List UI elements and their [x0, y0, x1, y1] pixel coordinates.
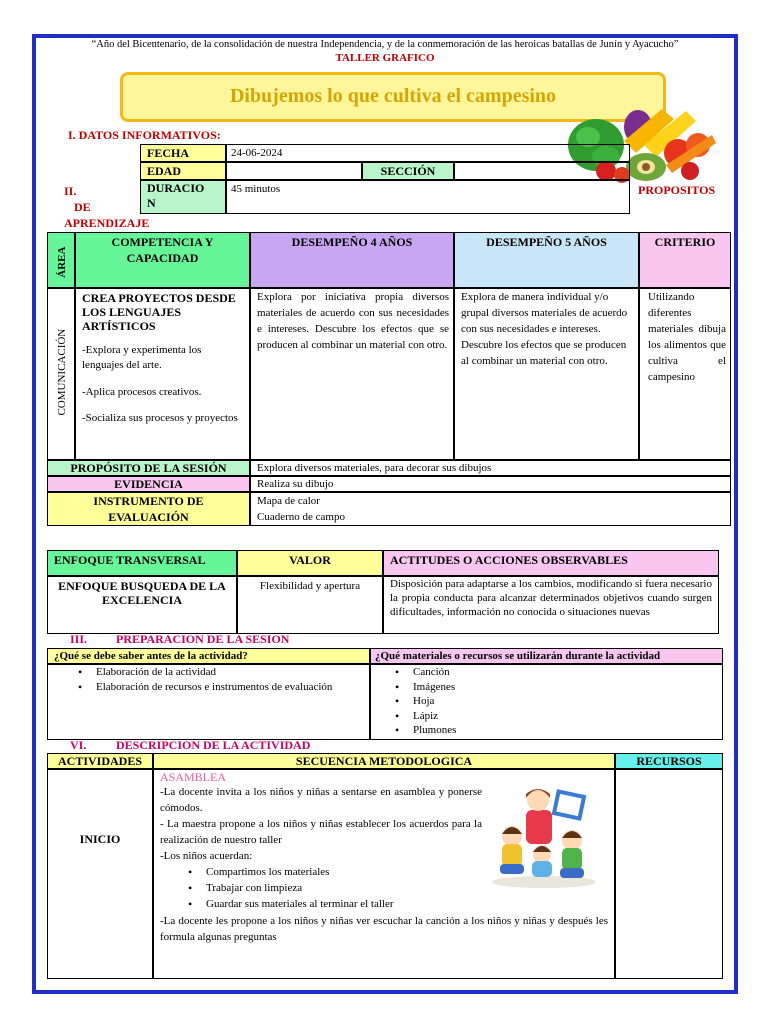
- fecha-label: FECHA: [140, 144, 226, 162]
- saber-header: ¿Qué se debe saber antes de la actividad?: [47, 648, 370, 664]
- workshop-label: TALLER GRAFICO: [335, 52, 435, 64]
- duracion-label-line1: DURACIO: [147, 181, 205, 195]
- area-header: [47, 232, 75, 288]
- evidencia-label: EVIDENCIA: [47, 476, 250, 492]
- preparacion-title: PREPARACION DE LA SESION: [116, 632, 290, 646]
- saber-item: • Elaboración de recursos e instrumentos de evaluación: [70, 680, 361, 695]
- secuencia-header: SECUENCIA METODOLOGICA: [153, 753, 615, 769]
- fecha-value: 24-06-2024: [226, 144, 630, 162]
- enfoque-value: ENFOQUE BUSQUEDA DE LA EXCELENCIA: [47, 576, 237, 634]
- competencia-title: CREA PROYECTOS DESDE LOS LENGUAJES ARTÍSTICOS: [82, 291, 236, 333]
- criterio-header: CRITERIO: [639, 232, 731, 288]
- competencia-header: COMPETENCIA Y CAPACIDAD: [75, 232, 250, 288]
- duracion-label-line2: N: [147, 196, 156, 210]
- page-title: Dibujemos lo que cultiva el campesino: [229, 85, 557, 107]
- d4-header: DESEMPEÑO 4 AÑOS: [250, 232, 454, 288]
- asamblea-heading: ASAMBLEA: [160, 770, 227, 784]
- acuerdo-item: • Guardar sus materiales al terminar el taller: [180, 896, 608, 912]
- d5-cell: Explora de manera individual y/o grupal diversos materiales de acuerdo con sus necesidades e intereses. Descubre los efectos que se producen al combinar un material con otro.: [454, 288, 639, 460]
- enfoque-header: ENFOQUE TRANSVERSAL: [47, 550, 237, 576]
- saber-item: • Elaboración de la actividad: [70, 665, 361, 680]
- criterio-cell: Utilizando diferentes materiales dibuja los alimentos que cultiva el campesino: [639, 288, 731, 460]
- capacidad-1: -Explora y experimenta los lenguajes del arte.: [82, 344, 202, 371]
- material-item: • Plumones: [387, 723, 718, 738]
- recursos-cell: [615, 769, 723, 979]
- duracion-label: [140, 180, 226, 214]
- acuerdo-item: • Trabajar con limpieza: [180, 880, 608, 896]
- actividades-header: ACTIVIDADES: [47, 753, 153, 769]
- competencia-cell: [75, 288, 250, 460]
- material-item: • Canción: [387, 665, 718, 680]
- material-item: • Imágenes: [387, 680, 718, 695]
- actitudes-value: Disposición para adaptarse a los cambios, modificando si fuera necesario la propia conducta para alcanzar determinados objetivos cuando surgen dificultades, información no conocida o situaciones nuevas: [383, 576, 719, 634]
- propositos-label: PROPOSITOS: [638, 183, 716, 197]
- area-value: COMUNICACIÓN: [55, 328, 68, 416]
- instrumento-value: [250, 492, 731, 526]
- duracion-value: 45 minutos: [226, 180, 630, 214]
- descripcion-title: DESCRIPCIÓN DE LA ACTIVIDAD: [116, 738, 311, 752]
- seccion-value: [454, 162, 630, 180]
- propositos-de: DE: [74, 200, 91, 214]
- materiales-header: ¿Qué materiales o recursos se utilizarán durante la actividad: [370, 648, 723, 664]
- teacher-children-illustration: [488, 782, 600, 890]
- year-motto: “Año del Bicentenario, de la consolidación de nuestra Independencia, y de la conmemoración de las heroicas batallas de Junín y Ayacucho”: [91, 39, 679, 50]
- descripcion-roman: VI.: [70, 738, 87, 752]
- d5-header: DESEMPEÑO 5 AÑOS: [454, 232, 639, 288]
- capacidad-3: -Socializa sus procesos y proyectos: [82, 412, 238, 425]
- seq-paragraph-2: - La maestra propone a los niños y niñas establecer los acuerdos para la realización de nuestro taller: [160, 818, 482, 846]
- proposito-value: Explora diversos materiales, para decorar sus dibujos: [250, 460, 731, 476]
- propositos-aprendizaje: APRENDIZAJE: [64, 216, 150, 230]
- edad-label: EDAD: [140, 162, 226, 180]
- acuerdo-item: • Compartimos los materiales: [180, 864, 608, 880]
- inicio-cell: INICIO: [47, 769, 153, 979]
- instrumento-label: INSTRUMENTO DE EVALUACIÓN: [47, 492, 250, 526]
- valor-header: VALOR: [237, 550, 383, 576]
- seq-paragraph-1: -La docente invita a los niños y niñas a sentarse en asamblea y ponerse cómodos.: [160, 786, 482, 814]
- instrumento-1: Mapa de calor: [257, 495, 320, 507]
- area-cell: [47, 288, 75, 460]
- saber-list: [70, 665, 361, 695]
- propositos-roman: II.: [64, 184, 77, 198]
- evidencia-value: Realiza su dibujo: [250, 476, 731, 492]
- edad-value: [226, 162, 362, 180]
- material-item: • Lápiz: [387, 709, 718, 724]
- d4-cell: Explora por iniciativa propia diversos materiales de acuerdo con sus necesidades e intereses. Descubre los efectos que se producen al combinar un material con otro.: [250, 288, 454, 460]
- materiales-list: [387, 665, 718, 738]
- capacidad-2: -Aplica procesos creativos.: [82, 386, 202, 398]
- seccion-label: SECCIÓN: [362, 162, 454, 180]
- materiales-cell: [370, 664, 723, 740]
- proposito-label: PROPÓSITO DE LA SESIÓN: [47, 460, 250, 476]
- preparacion-roman: III.: [70, 632, 88, 646]
- valor-value: Flexibilidad y apertura: [237, 576, 383, 634]
- seq-paragraph-3: -Los niños acuerdan:: [160, 850, 253, 862]
- saber-cell: [47, 664, 370, 740]
- actitudes-header: ACTITUDES O ACCIONES OBSERVABLES: [383, 550, 719, 576]
- datos-heading: I. DATOS INFORMATIVOS:: [68, 128, 221, 142]
- recursos-header: RECURSOS: [615, 753, 723, 769]
- material-item: • Hoja: [387, 694, 718, 709]
- instrumento-2: Cuaderno de campo: [257, 511, 345, 523]
- area-header-text: ÁREA: [55, 246, 68, 278]
- seq-paragraph-4: -La docente les propone a los niños y niñas ver escuchar la canción a los niños y niñas y después les formula algunas preguntas: [160, 915, 608, 943]
